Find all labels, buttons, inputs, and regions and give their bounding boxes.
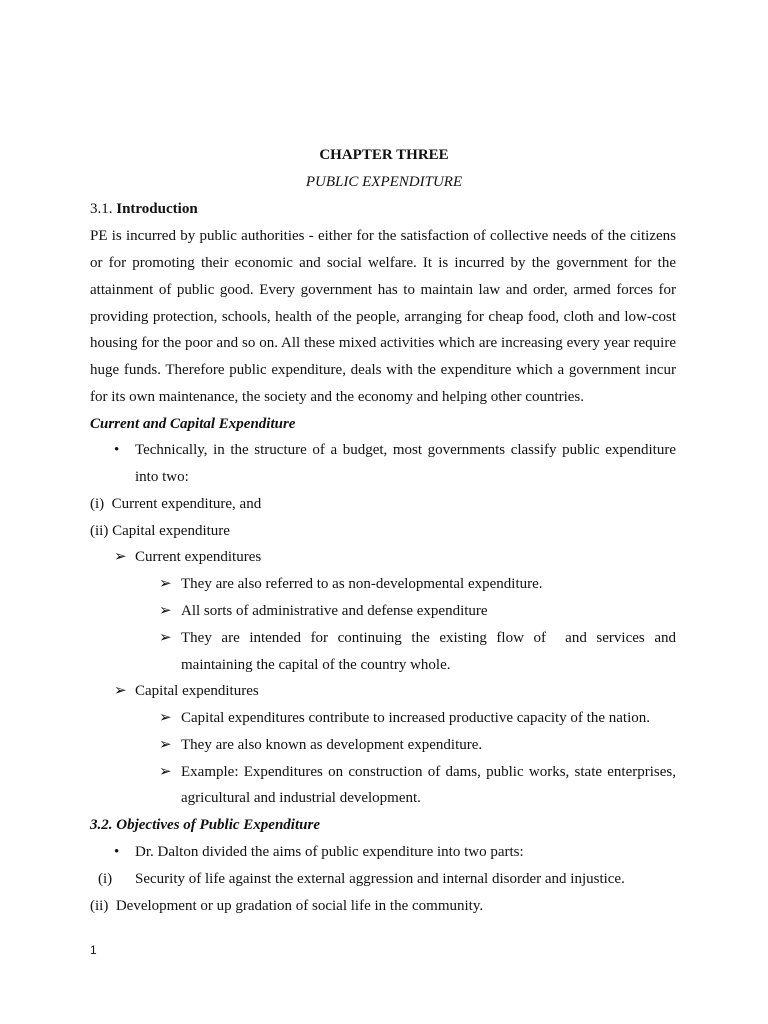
intro-line: PE is incurred by public authorities - either for the satisfaction of collective needs of the citizens	[90, 228, 676, 244]
section-heading-3-2: 3.2. Objectives of Public Expenditure	[90, 817, 320, 833]
aim-item: (ii) Development or up gradation of social life in the community.	[90, 898, 484, 914]
bullet-icon: •	[114, 442, 120, 458]
current-item: They are intended for continuing the existing flow of and services and	[181, 630, 676, 646]
dalton-bullet-text: Dr. Dalton divided the aims of public expenditure into two parts:	[135, 844, 524, 860]
arrow-bullet-icon: ➢	[159, 737, 172, 753]
intro-line: attainment of public good. Every government has to maintain law and order, armed forces for	[90, 282, 676, 298]
page-number: 1	[90, 943, 97, 957]
classification-item: (i) Current expenditure, and	[90, 496, 262, 512]
arrow-bullet-icon: ➢	[159, 764, 172, 780]
arrow-bullet-icon: ➢	[159, 630, 172, 646]
current-item-cont: maintaining the capital of the country whole.	[181, 657, 451, 673]
intro-line: providing protection, schools, health of the people, arranging for cheap food, cloth and low-cost	[90, 309, 676, 325]
chapter-title: CHAPTER THREE	[319, 147, 449, 163]
bullet-text-cont: into two:	[135, 469, 189, 485]
chapter-subtitle: PUBLIC EXPENDITURE	[305, 174, 463, 190]
capital-item: Capital expenditures contribute to increased productive capacity of the nation.	[181, 710, 650, 726]
section-number: 3.1.	[90, 201, 113, 217]
intro-line: for its own maintenance, the society and the economy and helping other countries.	[90, 389, 585, 405]
current-expenditures-label: Current expenditures	[135, 549, 262, 565]
section-heading-3-1	[90, 199, 198, 219]
capital-item: They are also known as development expenditure.	[181, 737, 483, 753]
arrow-bullet-icon: ➢	[159, 710, 172, 726]
aim-text: Security of life against the external aggression and internal disorder and injustice.	[135, 871, 625, 887]
arrow-bullet-icon: ➢	[159, 576, 172, 592]
intro-line: or for promoting their economic and social welfare. It is incurred by the government for the	[90, 255, 676, 271]
capital-expenditures-label: Capital expenditures	[135, 683, 259, 699]
intro-line: huge funds. Therefore public expenditure, deals with the expenditure which a government incur	[90, 362, 676, 378]
capital-item: Example: Expenditures on construction of dams, public works, state enterprises,	[181, 764, 676, 780]
arrow-bullet-icon: ➢	[114, 683, 127, 699]
current-capital-heading: Current and Capital Expenditure	[90, 416, 296, 432]
current-item: They are also referred to as non-developmental expenditure.	[181, 576, 543, 592]
arrow-bullet-icon: ➢	[159, 603, 172, 619]
classification-item: (ii) Capital expenditure	[90, 523, 230, 539]
capital-item-cont: agricultural and industrial development.	[181, 790, 421, 806]
current-item: All sorts of administrative and defense expenditure	[181, 603, 488, 619]
arrow-bullet-icon: ➢	[114, 549, 127, 565]
intro-line: housing for the poor and so on. All these mixed activities which are increasing every year require	[90, 335, 676, 351]
section-title: Introduction	[116, 201, 198, 217]
bullet-text: Technically, in the structure of a budget, most governments classify public expenditure	[135, 442, 676, 458]
aim-number: (i)	[98, 871, 113, 887]
bullet-icon: •	[114, 844, 120, 860]
